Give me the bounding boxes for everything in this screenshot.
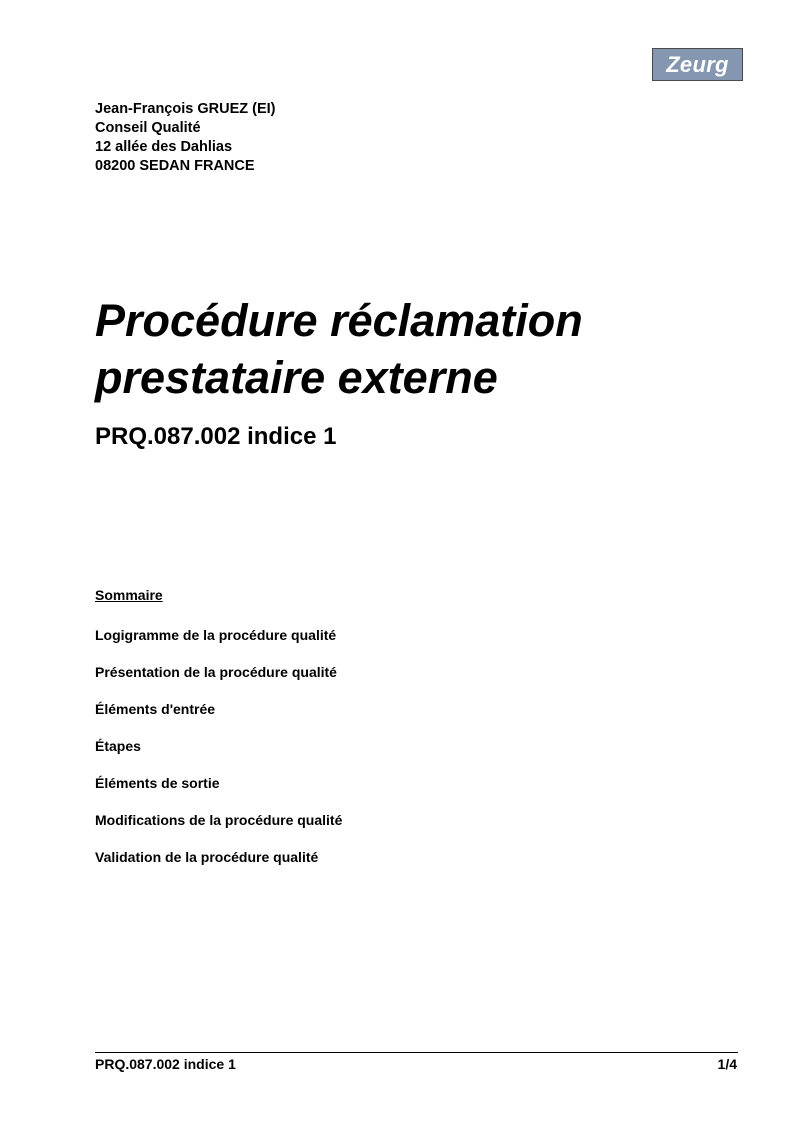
author-company: Conseil Qualité bbox=[95, 120, 201, 136]
summary-item-etapes: Étapes bbox=[95, 738, 141, 754]
summary-item-presentation: Présentation de la procédure qualité bbox=[95, 664, 337, 680]
document-title-line-2: prestataire externe bbox=[95, 352, 498, 403]
company-logo bbox=[652, 48, 743, 81]
document-title bbox=[95, 292, 583, 406]
author-address bbox=[95, 100, 275, 176]
footer-divider bbox=[95, 1052, 738, 1053]
summary-item-modifications: Modifications de la procédure qualité bbox=[95, 812, 343, 828]
summary-heading: Sommaire bbox=[95, 587, 163, 603]
footer-page-number: 1/4 bbox=[717, 1056, 737, 1072]
summary-item-elements-entree: Éléments d'entrée bbox=[95, 701, 216, 717]
summary-item-validation: Validation de la procédure qualité bbox=[95, 849, 319, 865]
author-name: Jean-François GRUEZ (EI) bbox=[95, 101, 276, 117]
summary-item-logigramme: Logigramme de la procédure qualité bbox=[95, 627, 337, 643]
document-title-line-1: Procédure réclamation bbox=[95, 295, 583, 346]
logo-text: Zeurg bbox=[666, 51, 729, 77]
document-reference: PRQ.087.002 indice 1 bbox=[95, 423, 337, 450]
summary-item-elements-sortie: Éléments de sortie bbox=[95, 775, 220, 791]
author-street: 12 allée des Dahlias bbox=[95, 139, 233, 155]
author-city: 08200 SEDAN FRANCE bbox=[95, 158, 255, 174]
summary-list bbox=[95, 627, 342, 886]
footer-reference: PRQ.087.002 indice 1 bbox=[95, 1056, 236, 1072]
